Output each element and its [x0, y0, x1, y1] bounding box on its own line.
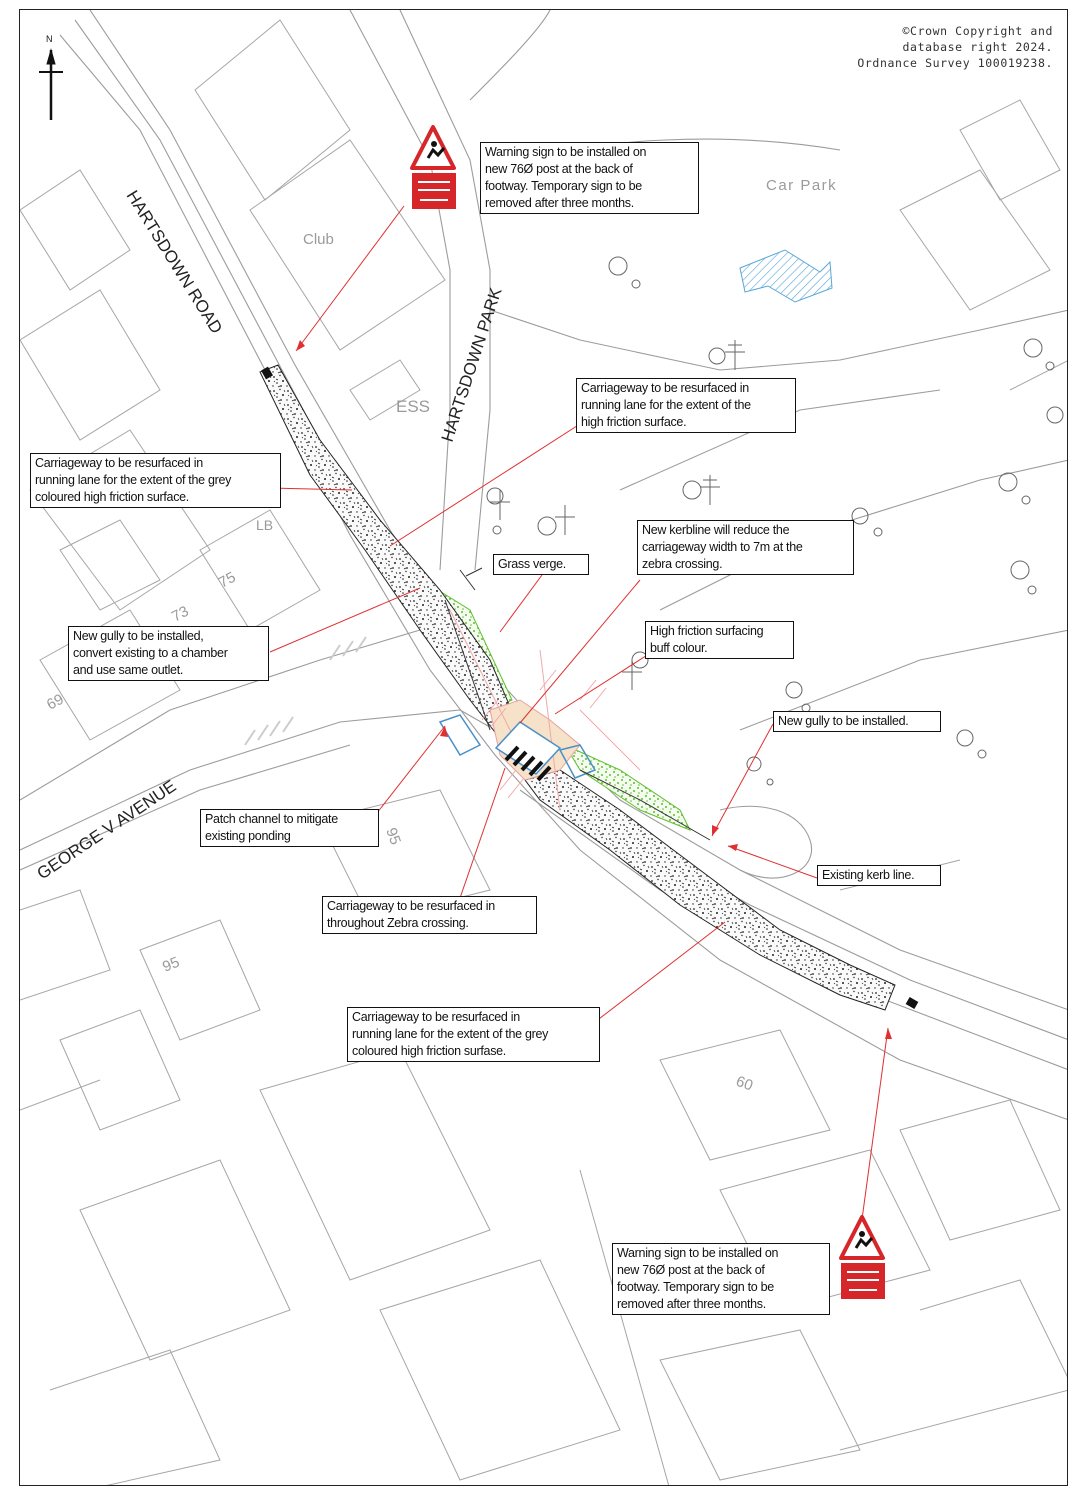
callout-line: Carriageway to be resurfaced in: [35, 456, 203, 470]
north-letter: N: [46, 34, 53, 44]
callout-grass-verge: [493, 554, 589, 575]
callout-line: removed after three months.: [485, 196, 634, 210]
house-number: 69: [43, 690, 67, 714]
lb-label: LB: [256, 517, 274, 533]
callout-existing-kerb: [817, 865, 941, 886]
callout-line: Warning sign to be installed on: [617, 1246, 779, 1260]
site-plan-map: [20, 10, 1068, 1486]
callout-line: new 76Ø post at the back of: [485, 162, 633, 176]
callout-new-kerbline: [637, 520, 854, 575]
callout-warning-sign-top: [480, 142, 699, 214]
callout-resurface-zebra: [322, 896, 537, 934]
car-park-label: Car Park: [766, 177, 838, 194]
callout-line: existing ponding: [205, 829, 291, 843]
copyright-notice: [857, 23, 1053, 71]
callout-line: footway. Temporary sign to be: [617, 1280, 774, 1294]
callout-line: New kerbline will reduce the: [642, 523, 790, 537]
callout-resurface-right: [576, 378, 796, 433]
callout-new-gully: [773, 711, 941, 732]
callout-line: High friction surfacing: [650, 624, 764, 638]
callout-line: high friction surface.: [581, 415, 687, 429]
callout-line: throughout Zebra crossing.: [327, 916, 469, 930]
callout-line: Carriageway to be resurfaced in: [581, 381, 749, 395]
house-number: 73: [168, 602, 192, 626]
house-number: 95: [160, 953, 182, 976]
george-v-avenue-label: GEORGE V AVENUE: [33, 776, 180, 884]
callout-line: new 76Ø post at the back of: [617, 1263, 765, 1277]
callout-line: carriageway width to 7m at the: [642, 540, 803, 554]
callout-line: running lane for the extent of the grey: [352, 1027, 549, 1041]
car-park-hatch: [740, 250, 832, 302]
house-number: 60: [733, 1072, 756, 1095]
callout-patch-channel: [200, 809, 379, 847]
hartsdown-park-label: HARTSDOWN PARK: [437, 285, 506, 445]
callout-line: Carriageway to be resurfaced in: [327, 899, 495, 913]
callout-line: convert existing to a chamber: [73, 646, 228, 660]
house-number: 75: [215, 568, 239, 592]
callout-new-gully-converted: [68, 626, 269, 681]
copyright-line: database right 2024.: [902, 40, 1053, 54]
callout-line: zebra crossing.: [642, 557, 723, 571]
callout-line: footway. Temporary sign to be: [485, 179, 642, 193]
copyright-line: Ordnance Survey 100019238.: [857, 56, 1053, 70]
ess-label: ESS: [396, 397, 431, 416]
callout-line: running lane for the extent of the: [581, 398, 751, 412]
callout-line: Grass verge.: [498, 557, 566, 571]
callout-resurface-left: [30, 453, 281, 508]
north-arrow: [39, 50, 63, 120]
callout-warning-sign-bottom: [612, 1243, 830, 1315]
warning-sign-bottom: [841, 1217, 885, 1299]
callout-line: Existing kerb line.: [822, 868, 915, 882]
callout-line: coloured high friction surface.: [35, 490, 189, 504]
callout-line: running lane for the extent of the grey: [35, 473, 232, 487]
callout-high-friction: [645, 621, 794, 659]
callout-line: New gully to be installed.: [778, 714, 909, 728]
callout-line: Warning sign to be installed on: [485, 145, 647, 159]
callout-resurface-bottom: [347, 1007, 600, 1062]
copyright-line: ©Crown Copyright and: [902, 24, 1053, 38]
high-friction-surface: [260, 365, 520, 745]
callout-line: Carriageway to be resurfaced in: [352, 1010, 520, 1024]
house-number: 95: [382, 825, 404, 848]
hartsdown-road-label: HARTSDOWN ROAD: [122, 187, 227, 338]
callout-line: Patch channel to mitigate: [205, 812, 338, 826]
callout-line: coloured high friction surfase.: [352, 1044, 506, 1058]
callout-line: New gully to be installed,: [73, 629, 204, 643]
map-frame: [19, 9, 1068, 1486]
callout-line: removed after three months.: [617, 1297, 766, 1311]
callout-line: buff colour.: [650, 641, 708, 655]
club-label: Club: [303, 231, 334, 248]
callout-line: and use same outlet.: [73, 663, 184, 677]
high-friction-surface-south: [525, 770, 895, 1010]
